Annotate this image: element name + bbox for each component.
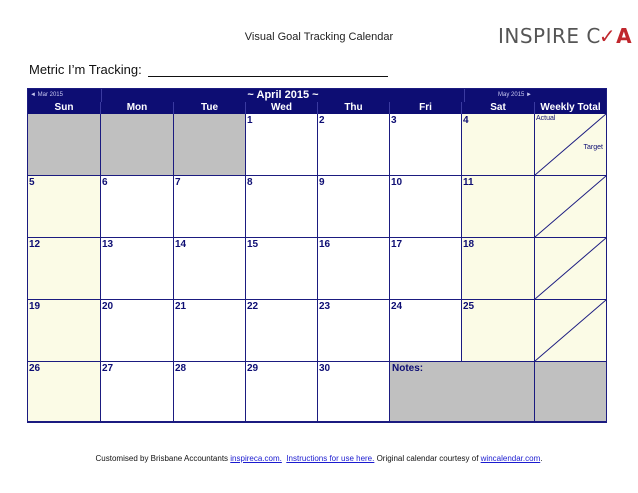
calendar-grid (28, 114, 606, 422)
empty-day-cell (174, 114, 246, 176)
day-number: 7 (175, 177, 181, 188)
day-number: 10 (391, 177, 403, 188)
week-row (28, 300, 606, 362)
day-number: 15 (247, 239, 259, 250)
day-number: 20 (102, 301, 114, 312)
week-row (28, 176, 606, 238)
calendar-header (28, 89, 606, 102)
day-cell[interactable] (101, 300, 174, 362)
day-number: 9 (319, 177, 325, 188)
day-number: 1 (247, 115, 253, 126)
day-number: 23 (319, 301, 331, 312)
instructions-link[interactable]: Instructions for use here. (286, 454, 375, 463)
day-number: 27 (102, 363, 114, 374)
document-title: Visual Goal Tracking Calendar (244, 31, 394, 43)
inspireca-link[interactable]: inspireca.com. (230, 454, 282, 463)
day-number: 21 (175, 301, 187, 312)
day-number: 18 (463, 239, 475, 250)
footer (0, 454, 638, 463)
day-number: 4 (463, 115, 469, 126)
day-number: 13 (102, 239, 114, 250)
day-cell[interactable] (246, 114, 318, 176)
day-number: 16 (319, 239, 331, 250)
day-cell[interactable] (390, 300, 462, 362)
notes-cell[interactable] (390, 362, 535, 422)
day-cell[interactable] (174, 176, 246, 238)
day-cell[interactable] (462, 238, 535, 300)
day-cell[interactable] (246, 300, 318, 362)
logo-check-icon: ✓A (598, 24, 633, 48)
week-row (28, 362, 606, 422)
day-number: 5 (29, 177, 35, 188)
day-number: 28 (175, 363, 187, 374)
weekly-diagonal (535, 300, 606, 362)
day-cell[interactable] (101, 176, 174, 238)
weekly-total-cell[interactable] (535, 176, 606, 238)
target-label: Target (583, 144, 603, 151)
weekly-diagonal (535, 176, 606, 238)
dow-header-1: Mon (101, 102, 174, 114)
day-cell[interactable] (390, 176, 462, 238)
week-row (28, 114, 606, 176)
day-number: 14 (175, 239, 187, 250)
day-cell[interactable] (174, 362, 246, 422)
wincalendar-link[interactable]: wincalendar.com (480, 454, 541, 463)
day-cell[interactable] (246, 238, 318, 300)
day-number: 3 (391, 115, 397, 126)
day-cell[interactable] (318, 362, 390, 422)
month-title: ~ April 2015 ~ (101, 89, 465, 102)
day-number: 22 (247, 301, 259, 312)
day-number: 25 (463, 301, 475, 312)
diagonal-line (535, 238, 606, 299)
diagonal-line (535, 300, 606, 361)
day-cell[interactable] (246, 176, 318, 238)
day-number: 24 (391, 301, 403, 312)
day-cell[interactable] (28, 176, 101, 238)
metric-blank-line[interactable] (148, 64, 388, 77)
day-cell[interactable] (28, 238, 101, 300)
day-number: 2 (319, 115, 325, 126)
day-cell[interactable] (246, 362, 318, 422)
day-cell[interactable] (174, 300, 246, 362)
dow-header-6: Sat (462, 102, 535, 114)
dow-header-5: Fri (390, 102, 462, 114)
day-cell[interactable] (462, 300, 535, 362)
day-cell[interactable] (318, 300, 390, 362)
dow-header-7: Weekly Total (540, 102, 601, 113)
day-number: 17 (391, 239, 403, 250)
metric-label: Metric I’m Tracking: (29, 62, 142, 77)
day-cell[interactable] (318, 114, 390, 176)
day-cell[interactable] (28, 300, 101, 362)
day-cell[interactable] (462, 114, 535, 176)
inspire-ca-logo (498, 24, 632, 48)
prev-month-link[interactable]: ◄ Mar 2015 (30, 92, 63, 98)
actual-label: Actual (536, 115, 556, 122)
dow-header-3: Wed (246, 102, 318, 114)
day-cell[interactable] (101, 238, 174, 300)
day-cell[interactable] (174, 238, 246, 300)
day-number: 26 (29, 363, 41, 374)
weekly-total-cell[interactable] (535, 114, 606, 176)
day-number: 8 (247, 177, 253, 188)
weekly-total-cell[interactable] (535, 300, 606, 362)
empty-day-cell (28, 114, 101, 176)
day-number: 6 (102, 177, 108, 188)
dow-header-4: Thu (318, 102, 390, 114)
empty-day-cell (101, 114, 174, 176)
day-cell[interactable] (318, 176, 390, 238)
day-number: 12 (29, 239, 41, 250)
footer-middle: Original calendar courtesy of (374, 454, 481, 463)
day-cell[interactable] (390, 114, 462, 176)
weekly-total-cell[interactable] (535, 362, 606, 422)
footer-prefix: Customised by Brisbane Accountants (95, 454, 231, 463)
footer-suffix: . (540, 454, 543, 463)
day-number: 11 (463, 177, 474, 188)
day-cell[interactable] (101, 362, 174, 422)
week-row (28, 238, 606, 300)
day-number: 19 (29, 301, 41, 312)
metric-row (29, 62, 388, 77)
day-cell[interactable] (318, 238, 390, 300)
day-of-week-row (28, 102, 606, 114)
next-month-link[interactable]: May 2015 ► (498, 92, 532, 98)
day-cell[interactable] (28, 362, 101, 422)
weekly-diagonal (535, 238, 606, 300)
day-number: 29 (247, 363, 259, 374)
dow-header-2: Tue (174, 102, 246, 114)
dow-header-0: Sun (28, 102, 101, 114)
day-number: 30 (319, 363, 331, 374)
weekly-total-cell[interactable] (535, 238, 606, 300)
notes-label: Notes: (392, 363, 424, 374)
calendar (27, 88, 607, 423)
diagonal-line (535, 176, 606, 237)
day-cell[interactable] (462, 176, 535, 238)
logo-text: INSPIRE C (498, 24, 601, 48)
day-cell[interactable] (390, 238, 462, 300)
